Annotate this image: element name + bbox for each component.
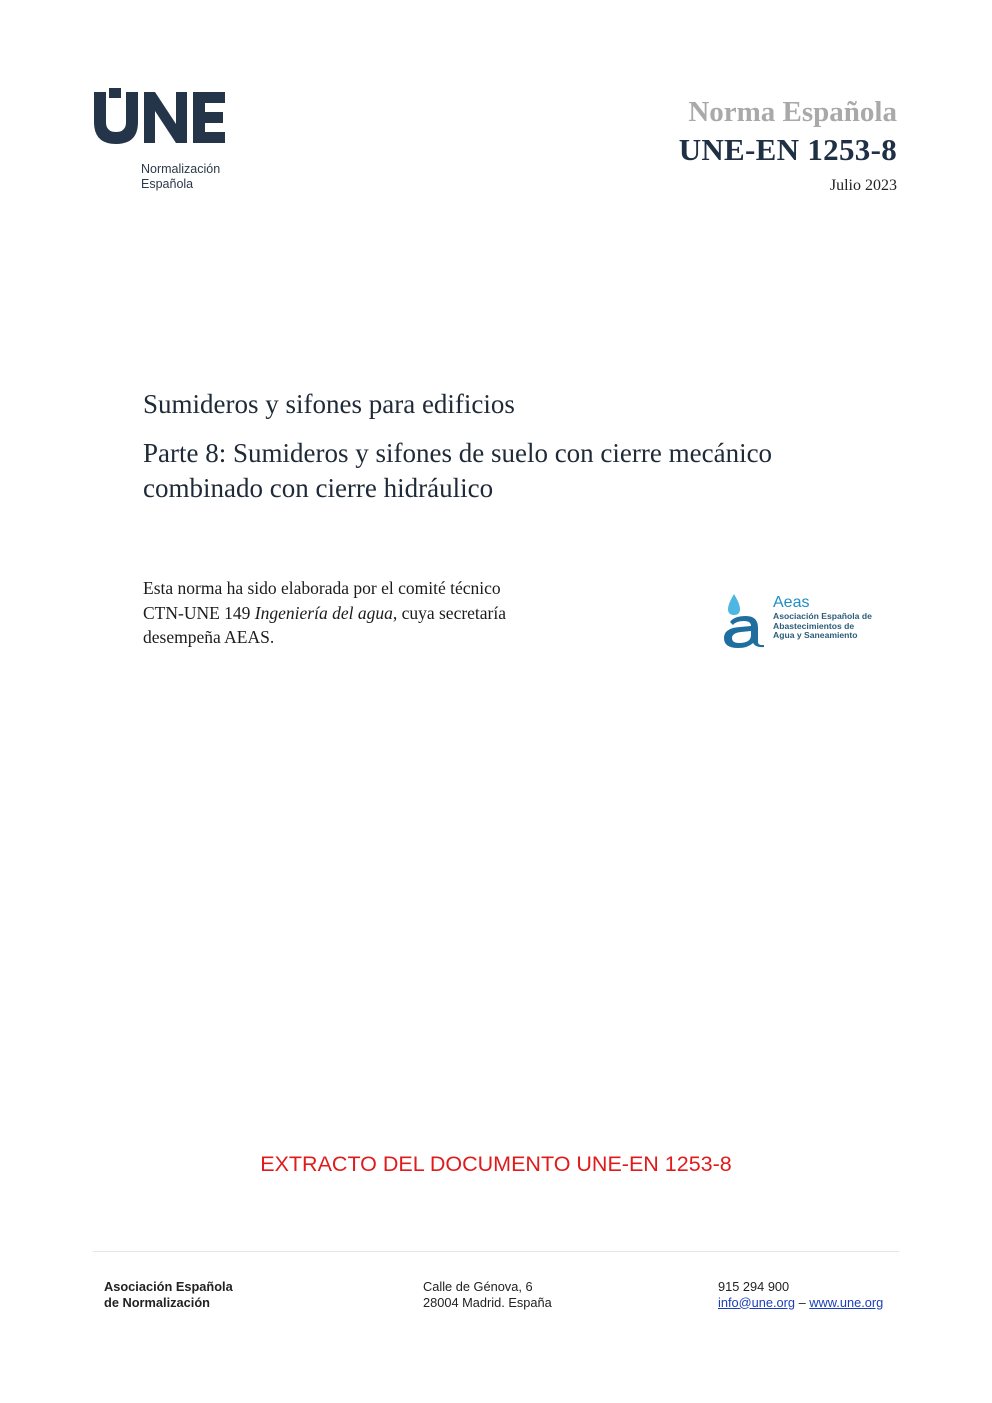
aeas-logo — [720, 592, 880, 652]
une-logo-mark — [92, 88, 232, 148]
logo-subtitle-line2: Española — [141, 177, 194, 191]
extract-notice: EXTRACTO DEL DOCUMENTO UNE-EN 1253-8 — [260, 1152, 732, 1176]
footer-link-separator: – — [795, 1294, 810, 1310]
aeas-desc-line2: Abastecimientos de — [773, 620, 855, 631]
committee-line1: Esta norma ha sido elaborada por el comité técnico — [143, 578, 501, 598]
aeas-description — [773, 612, 883, 641]
footer-links — [718, 1295, 883, 1311]
logo-subtitle — [141, 162, 220, 192]
email-link[interactable]: info@une.org — [718, 1294, 796, 1310]
footer-divider — [93, 1251, 899, 1252]
footer-contact — [718, 1279, 883, 1310]
footer-address — [423, 1279, 552, 1310]
footer-addr-line1: Calle de Génova, 6 — [423, 1279, 533, 1294]
logo-subtitle-line1: Normalización — [141, 162, 221, 176]
norma-label: Norma Española — [688, 96, 897, 128]
document-title: Sumideros y sifones para edificios — [143, 389, 515, 419]
footer-organization — [104, 1279, 233, 1310]
part-title-line1: Parte 8: Sumideros y sifones de suelo con cierre mecánico — [143, 438, 773, 468]
committee-line2-suffix: , cuya secretaría — [392, 602, 507, 623]
publication-date: Julio 2023 — [829, 177, 897, 194]
aeas-desc-line1: Asociación Española de — [773, 611, 872, 621]
aeas-mark-icon — [720, 592, 770, 648]
committee-line2 — [143, 601, 613, 626]
footer-org-line2: de Normalización — [104, 1294, 210, 1310]
aeas-name: Aeas — [773, 594, 810, 611]
committee-line3: desempeña AEAS. — [143, 627, 275, 647]
committee-code: CTN-UNE 149 — [143, 602, 255, 623]
footer-addr-line2: 28004 Madrid. España — [423, 1294, 552, 1310]
document-part-title — [143, 436, 923, 506]
website-link[interactable]: www.une.org — [809, 1294, 884, 1310]
committee-statement — [143, 576, 613, 650]
committee-name: Ingeniería del agua — [254, 602, 393, 623]
footer-phone: 915 294 900 — [718, 1279, 790, 1294]
une-logo — [92, 88, 242, 198]
norma-code: UNE-EN 1253-8 — [678, 132, 897, 167]
part-title-line2: combinado con cierre hidráulico — [143, 473, 494, 503]
footer-org-line1: Asociación Española — [104, 1279, 233, 1294]
aeas-desc-line3: Agua y Saneamiento — [773, 630, 858, 641]
